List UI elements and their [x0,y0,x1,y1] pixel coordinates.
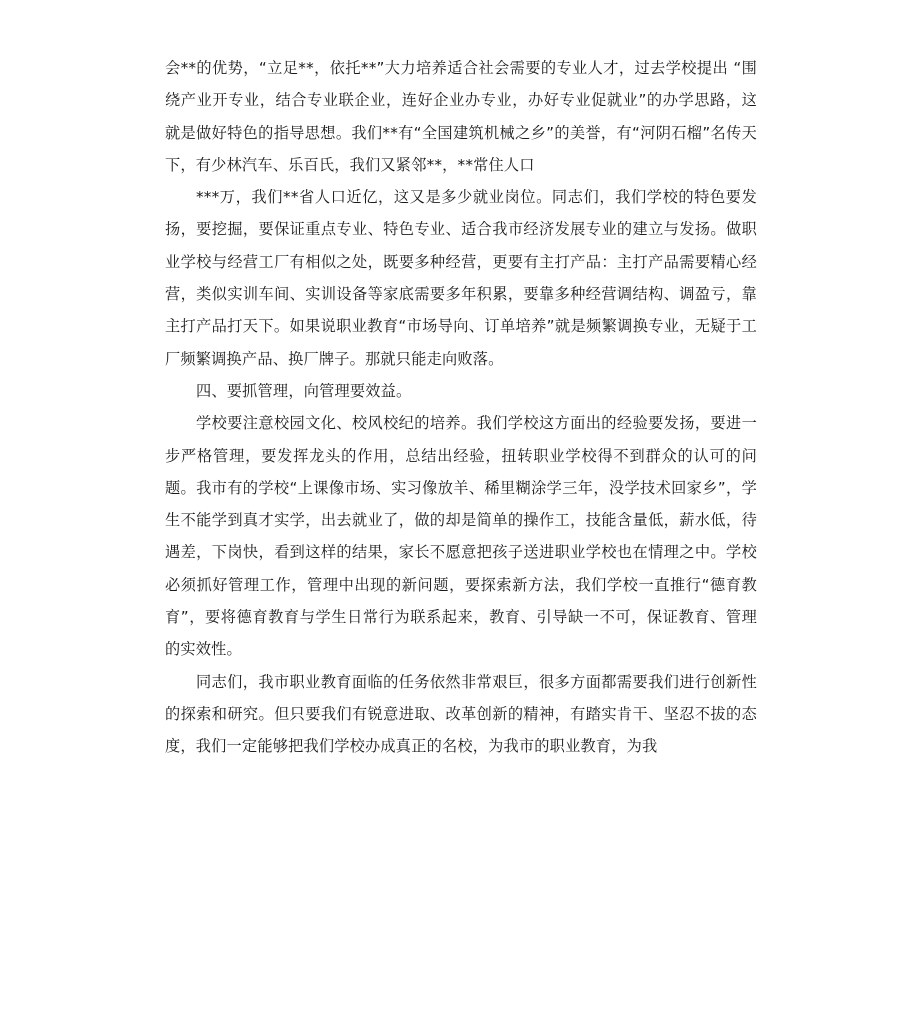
paragraph-closing: 同志们，我市职业教育面临的任务依然非常艰巨，很多方面都需要我们进行创新性的探索和研究。但只要我们有锐意进取、改革创新的精神，有踏实肯干、坚忍不拔的态度，我们一定能够把我们学校办成真正的名校，为我市的职业教育，为我 [165,672,757,756]
paragraph-management: 学校要注意校园文化、校风校纪的培养。我们学校这方面出的经验要发扬，要进一步严格管理，要发挥龙头的作用，总结出经验，扭转职业学校得不到群众的认可的问题。我市有的学校“上课像市场、实习像放羊、稀里糊涂学三年，没学技术回家乡”，学生不能学到真才实学，出去就业了，做的却是简单的操作工，技能含量低，薪水低，待遇差，下岗快，看到这样的结果，家长不愿意把孩子送进职业学校也在情理之中。学校必须抓好管理工作，管理中出现的新问题，要探索新方法，我们学校一直推行“德育教育”，要将德育教育与学生日常行为联系起来，教育、引导缺一不可，保证教育、管理的实效性。 [165,414,757,659]
paragraph-continuation: 会**的优势，“立足**，依托**”大力培养适合社会需要的专业人才，过去学校提出 “围绕产业开专业，结合专业联企业，连好企业办专业，办好专业促就业”的办学思路，这就是做好特色的指导思想。我们**有“全国建筑机械之乡”的美誉，有“河阴石榴”名传天下，有少林汽车、乐百氏，我们又紧邻**，**常住人口 [165,59,757,174]
paragraph-specialty: ***万，我们**省人口近亿，这又是多少就业岗位。同志们，我们学校的特色要发扬，要挖掘，要保证重点专业、特色专业、适合我市经济发展专业的建立与发扬。做职业学校与经营工厂有相似之处，既要多种经营，更要有主打产品：主打产品需要精心经营，类似实训车间、实训设备等家底需要多年积累，要靠多种经营调结构、调盈亏，靠主打产品打天下。如果说职业教育“市场导向、订单培养”就是频繁调换专业，无疑于工厂频繁调换产品、换厂牌子。那就只能走向败落。 [165,188,757,368]
section-heading: 四、要抓管理，向管理要效益。 [196,381,412,400]
document-body [165,52,757,763]
